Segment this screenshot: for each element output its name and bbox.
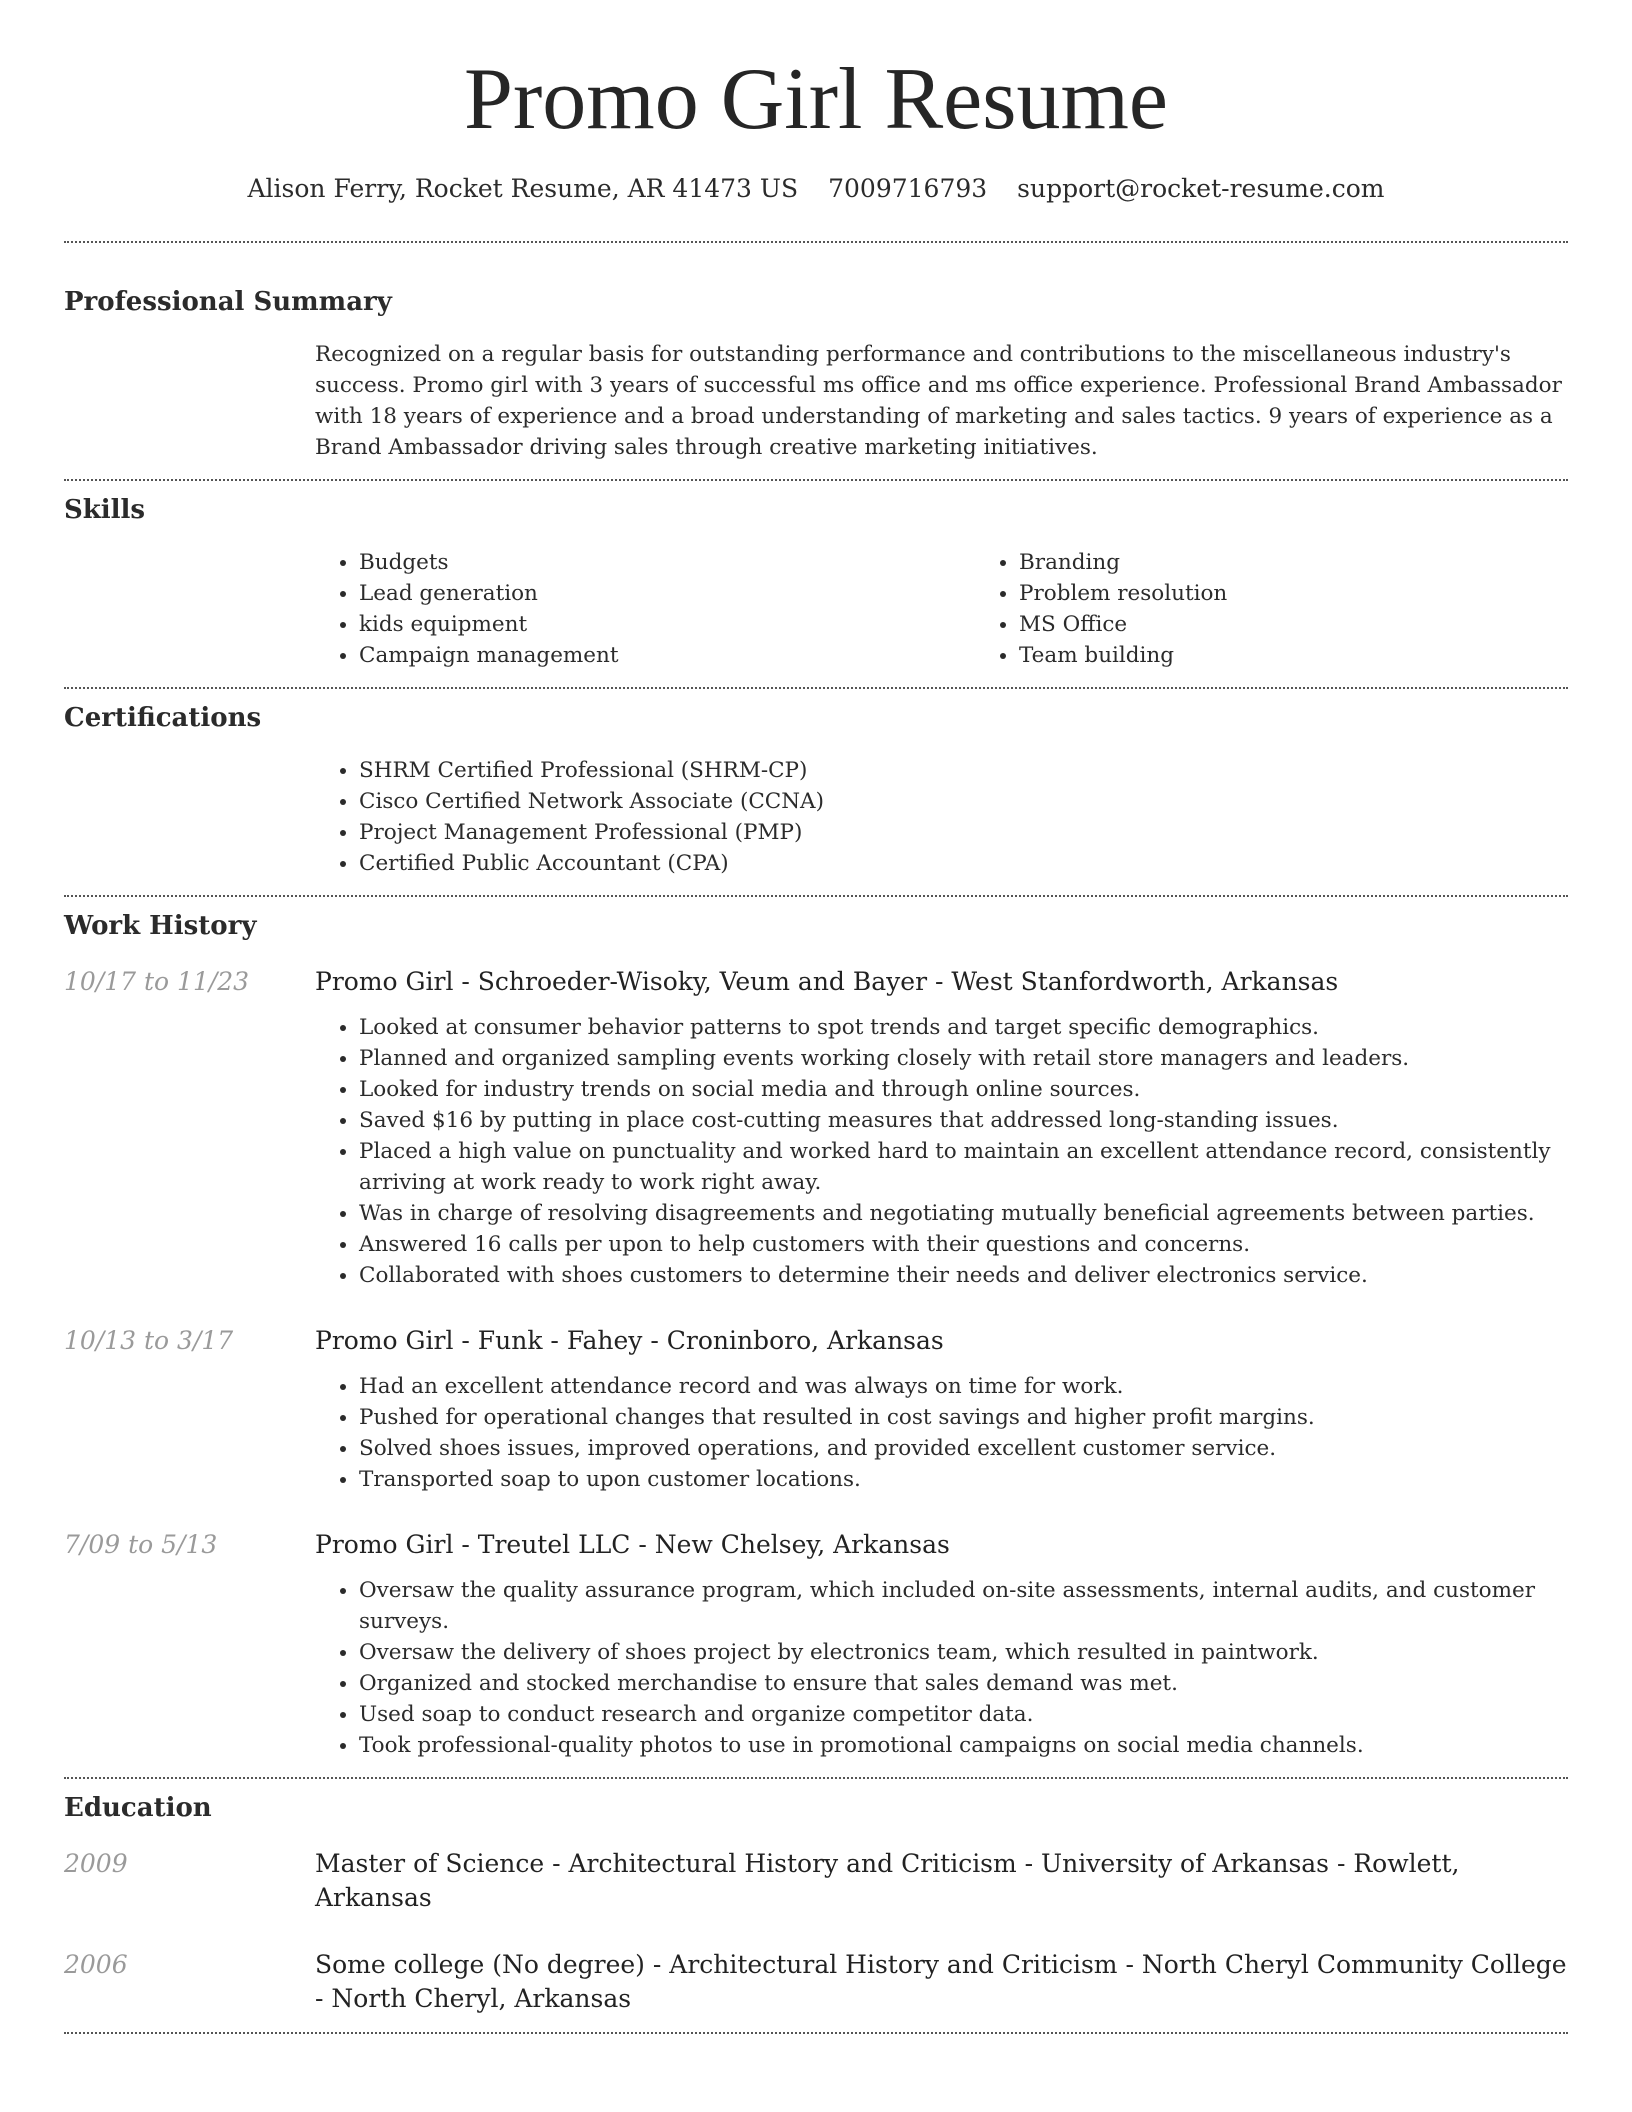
job-title: Promo Girl - Treutel LLC - New Chelsey, Arkansas (315, 1530, 950, 1559)
job-entry (64, 965, 1568, 1291)
summary-text: Recognized on a regular basis for outstanding performance and contributions to the miscellaneous industry's success. Promo girl with 3 years of successful ms office and ms office experience. Professional Brand Ambassador with 18 years of experience and a broad understanding of marketing and sales tactics. 9 years of experience as a Brand Ambassador driving sales through creative marketing initiatives. (315, 342, 1562, 460)
contact-line (64, 172, 1568, 206)
resume-page (64, 0, 1568, 2034)
job-bullet: • Organized and stocked merchandise to ensure that sales demand was met. (359, 1668, 1568, 1699)
summary-section (64, 285, 1568, 463)
section-title-work: Work History (64, 911, 257, 941)
section-title-education: Education (64, 1793, 212, 1823)
skill-item: • MS Office (1019, 609, 1632, 640)
education-year: 2009 (64, 1849, 128, 1878)
resume-title: Promo Girl Resume (464, 51, 1168, 148)
education-year: 2006 (64, 1950, 128, 1979)
job-entry (64, 1528, 1568, 1761)
certifications-list (315, 755, 1568, 879)
job-bullets (315, 1575, 1568, 1761)
job-entry (64, 1324, 1568, 1495)
skill-item: • Budgets (359, 547, 975, 578)
work-history-section (64, 909, 1568, 1761)
job-bullet: • Looked for industry trends on social media and through online sources. (359, 1074, 1568, 1105)
certifications-section (64, 701, 1568, 879)
section-title-certifications: Certifications (64, 703, 262, 733)
skills-section (64, 493, 1568, 671)
education-entry (64, 1948, 1568, 2016)
job-bullet: • Answered 16 calls per upon to help customers with their questions and concerns. (359, 1229, 1568, 1260)
skill-item: • Team building (1019, 640, 1632, 671)
job-bullet: • Pushed for operational changes that resulted in cost savings and higher profit margins. (359, 1402, 1568, 1433)
contact-email: support@rocket-resume.com (1017, 174, 1385, 203)
job-bullet: • Oversaw the quality assurance program, which included on-site assessments, internal audits, and customer surveys. (359, 1575, 1568, 1637)
job-bullet: • Oversaw the delivery of shoes project by electronics team, which resulted in paintwork. (359, 1637, 1568, 1668)
skill-item: • Branding (1019, 547, 1632, 578)
divider (64, 2032, 1568, 2034)
education-entry (64, 1847, 1568, 1915)
certification-item: • Certified Public Accountant (CPA) (359, 848, 1568, 879)
job-bullet: • Collaborated with shoes customers to determine their needs and deliver electronics service. (359, 1260, 1568, 1291)
section-title-skills: Skills (64, 495, 146, 525)
job-title: Promo Girl - Funk - Fahey - Croninboro, Arkansas (315, 1326, 944, 1355)
skills-list-left (315, 547, 975, 671)
job-bullet: • Placed a high value on punctuality and worked hard to maintain an excellent attendance record, consistently arriving at work ready to work right away. (359, 1136, 1568, 1198)
skill-item: • Campaign management (359, 640, 975, 671)
education-section (64, 1791, 1568, 2016)
job-bullet: • Had an excellent attendance record and was always on time for work. (359, 1371, 1568, 1402)
divider (64, 895, 1568, 897)
job-dates: 10/13 to 3/17 (64, 1326, 234, 1355)
divider (64, 1777, 1568, 1779)
certification-item: • Project Management Professional (PMP) (359, 817, 1568, 848)
job-bullet: • Used soap to conduct research and organize competitor data. (359, 1699, 1568, 1730)
job-bullet: • Saved $16 by putting in place cost-cutting measures that addressed long-standing issues. (359, 1105, 1568, 1136)
skill-item: • kids equipment (359, 609, 975, 640)
certification-item: • Cisco Certified Network Associate (CCNA) (359, 786, 1568, 817)
divider (64, 479, 1568, 481)
job-bullet: • Planned and organized sampling events working closely with retail store managers and leaders. (359, 1043, 1568, 1074)
certification-item: • SHRM Certified Professional (SHRM-CP) (359, 755, 1568, 786)
job-bullets (315, 1371, 1568, 1495)
education-text: Some college (No degree) - Architectural History and Criticism - North Cheryl Community College - North Cheryl, Arkansas (315, 1950, 1567, 2013)
divider (64, 687, 1568, 689)
job-bullet: • Transported soap to upon customer locations. (359, 1464, 1568, 1495)
contact-phone: 7009716793 (828, 174, 988, 203)
skills-list-right (975, 547, 1632, 671)
education-text: Master of Science - Architectural History and Criticism - University of Arkansas - Rowlett, Arkansas (315, 1849, 1460, 1912)
job-bullet: • Was in charge of resolving disagreements and negotiating mutually beneficial agreements between parties. (359, 1198, 1568, 1229)
job-bullets (315, 1012, 1568, 1291)
section-title-summary: Professional Summary (64, 287, 392, 317)
job-title: Promo Girl - Schroeder-Wisoky, Veum and Bayer - West Stanfordworth, Arkansas (315, 967, 1339, 996)
skill-item: • Lead generation (359, 578, 975, 609)
contact-address: Alison Ferry, Rocket Resume, AR 41473 US (247, 174, 799, 203)
job-bullet: • Took professional-quality photos to use in promotional campaigns on social media channels. (359, 1730, 1568, 1761)
divider (64, 241, 1568, 243)
job-dates: 7/09 to 5/13 (64, 1530, 218, 1559)
job-bullet: • Solved shoes issues, improved operations, and provided excellent customer service. (359, 1433, 1568, 1464)
job-bullet: • Looked at consumer behavior patterns to spot trends and target specific demographics. (359, 1012, 1568, 1043)
job-dates: 10/17 to 11/23 (64, 967, 250, 996)
skill-item: • Problem resolution (1019, 578, 1632, 609)
